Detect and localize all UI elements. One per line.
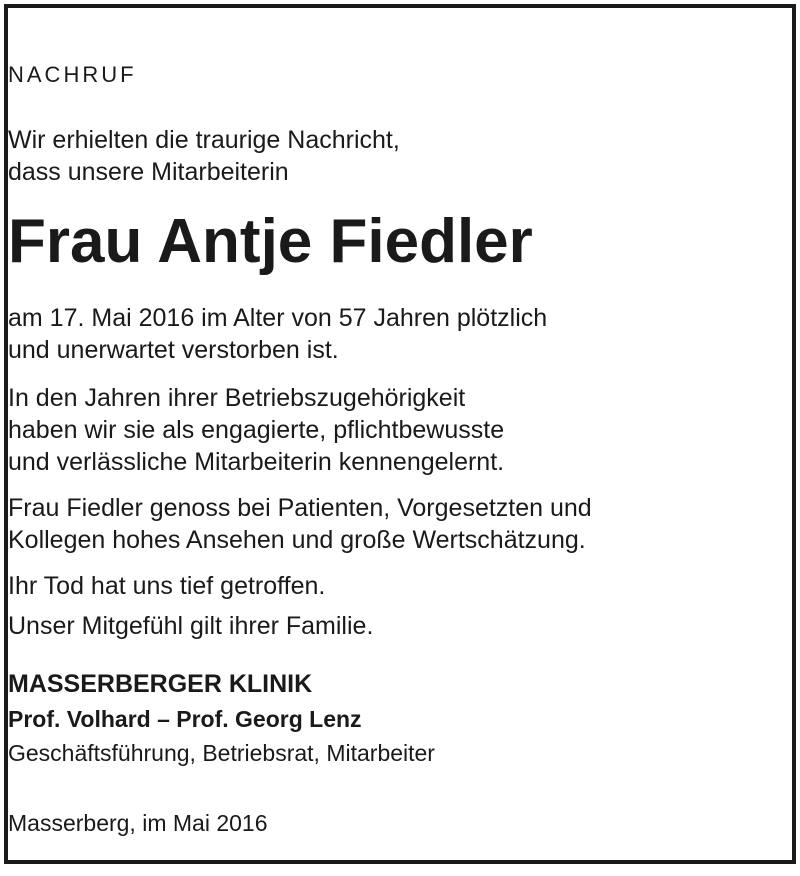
place-date: Masserberg, im Mai 2016 [8,810,268,836]
paragraph-line: Kollegen hohes Ansehen und große Wertschätzung. [8,526,586,554]
signature-departments: Geschäftsführung, Betriebsrat, Mitarbeiter [8,740,435,766]
paragraph-line: am 17. Mai 2016 im Alter von 57 Jahren plötzlich [8,304,548,332]
paragraph-death-notice [8,302,792,366]
signature-organization: MASSERBERGER KLINIK [8,670,313,698]
paragraph-employment [8,382,792,478]
paragraph-line: Frau Fiedler genoss bei Patienten, Vorgesetzten und [8,494,592,522]
intro-line: Wir erhielten die traurige Nachricht, [8,126,400,154]
paragraph-line: Ihr Tod hat uns tief getroffen. [8,572,326,600]
signature-leaders: Prof. Volhard – Prof. Georg Lenz [8,706,362,732]
paragraph-line: und verlässliche Mitarbeiterin kennengelernt. [8,448,505,476]
deceased-name: Frau Antje Fiedler [8,207,533,276]
paragraph-grief [8,570,792,602]
paragraph-line: In den Jahren ihrer Betriebszugehörigkeit [8,384,466,412]
paragraph-reputation [8,492,792,556]
intro-line: dass unsere Mitarbeiterin [8,158,289,186]
intro-text [8,124,792,188]
paragraph-line: Unser Mitgefühl gilt ihrer Familie. [8,612,374,640]
obituary-frame [4,4,796,864]
paragraph-line: und unerwartet verstorben ist. [8,336,339,364]
obituary-heading: NACHRUF [8,62,137,87]
paragraph-line: haben wir sie als engagierte, pflichtbewusste [8,416,505,444]
paragraph-condolence [8,610,792,642]
